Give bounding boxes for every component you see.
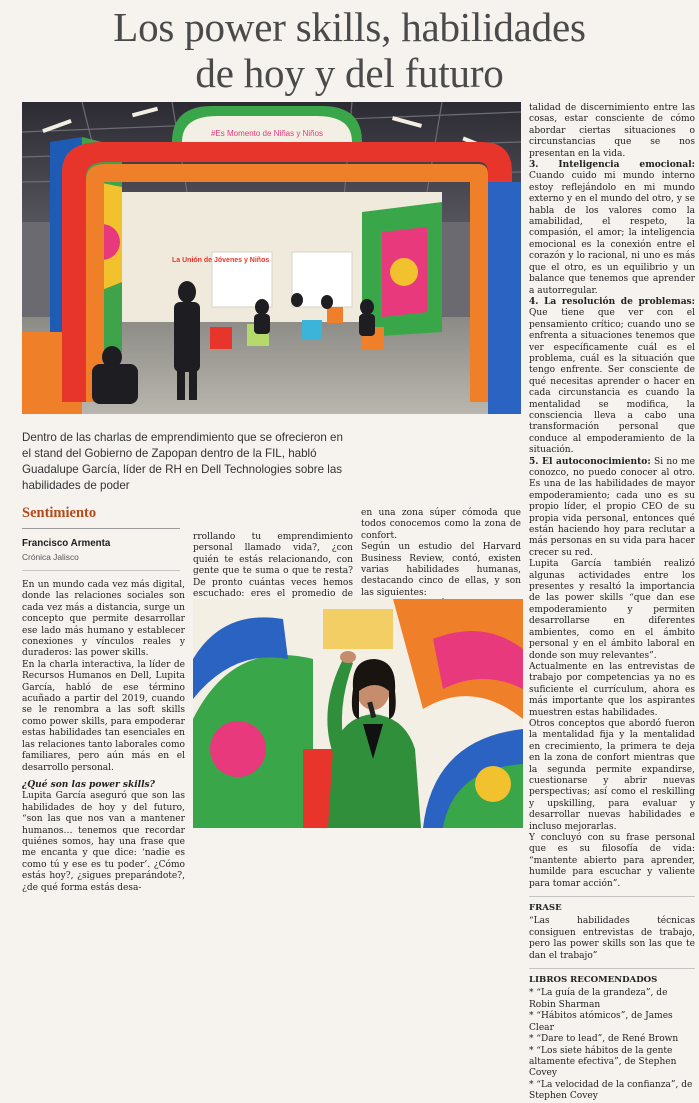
headline-line-1: Los power skills, habilidades [113,4,586,50]
book-item: * “La guía de la grandeza”, de Robin Sharman [529,988,668,1010]
booth-left-sign: La Unión de Jóvenes y Niños [172,257,270,264]
fil-booth-illustration [22,102,521,414]
paragraph: Actualmente en las entrevistas de trabajo por competencias ya no es suficiente el currículum, ahora es más importante que los aspirantes muestren estas habilidades. [529,661,695,718]
speaker-photo [193,599,523,828]
books-label: LIBROS RECOMENDADOS [529,975,658,986]
books-list [529,988,695,1102]
book-item: * “Hábitos atómicos”, de James Clear [529,1011,673,1033]
article-column-4 [529,103,695,1103]
article-headline [20,4,679,96]
headline-line-2: de hoy y del futuro [195,50,504,96]
author-outlet: Crónica Jalisco [22,552,79,562]
sidebar-divider [529,968,695,969]
book-item: * “Dare to lead”, de René Brown [529,1034,679,1045]
speaker-illustration [193,599,523,828]
paragraph: en una zona súper cómoda que todos conocemos como la zona de confort. [361,508,521,541]
subheading: ¿Qué son las power skills? [22,779,155,790]
main-photo [22,102,521,414]
paragraph: talidad de discernimiento entre las cosas, estar consciente de cómo abordar ciertas situaciones o circunstancias que se nos presentan en la vida. [529,103,695,159]
book-item: * “Los siete hábitos de la gente altamente efectiva”, de Stephen Covey [529,1045,677,1079]
article-column-1 [22,580,185,894]
paragraph: En la charla interactiva, la líder de Recursos Humanos en Dell, Lupita García, habló de ese término acuñado a partir del 2019, cuando se le renombra a las soft skills como power skills, para empoderar estas habilidades tan esenciales en las relaciones tanto laborales como familiares, pero aún más en el desarrollo personal. [22,659,185,773]
skill-heading: 4. La resolución de problemas: [529,296,695,307]
skill-text: Si no me conozco, no puedo conocer al otro. Es una de las habilidades de mayor empoderamiento; cada uno es su propio líder, el propio CEO de su propia vida personal, entonces qué están haciendo hoy para reclutar a más personas en su vida para hacer crecer su red. [529,456,695,558]
paragraph: Según un estudio del Harvard Business Review, contó, existen varias habilidades humanas, destacando cinco de ellas, y son las siguientes: [361,542,521,598]
author-name: Francisco Armenta [22,538,111,549]
paragraph: Y concluyó con su frase personal que es su filosofía de vida: “mantente abierto para aprender, humilde para escuchar y valiente para tomar acción”. [529,833,695,889]
quote-text: “Las habilidades técnicas consiguen entrevistas de trabajo, pero las power skills son las que te dan el trabajo” [529,916,695,961]
skill-heading: 5. El autoconocimiento: [529,456,651,467]
paragraph: Lupita García aseguró que son las habilidades de hoy y del futuro, “son las que nos van a mantener humanos… tenemos que recordar quiénes somos, hay una frase que me encanta y que dice: ‘nadie es como tú y ese es tu poder’. ¿Cómo estás hoy?, ¿sigues preparándote?, ¿de qué forma estás desa- [22,791,185,893]
paragraph: rrollando tu emprendimiento personal llamado vida?, ¿con quién te estás relacionando, con gente que te suma o que te resta? De pronto cuántas veces hemos escuchado: eres el promedio de [193,532,353,600]
photo-caption: Dentro de las charlas de emprendimiento que se ofrecieron en el stand del Gobierno de Zapopan dentro de la FIL, habló Guadalupe García, líder de RH en Dell Technologies sobre las habilidades de poder [22,431,343,492]
book-item: * “La velocidad de la confianza”, de Stephen Covey [529,1079,693,1102]
skill-text: Cuando cuido mi mundo interno estoy reflejándolo en mi mundo externo y en el mundo del otro, y se habla de los valores como la amabilidad, el respeto, la compasión, el amor; la inteligencia emocional es la conexión entre el corazón y lo racional, ni uno es más que el otro, es un equilibrio y un balance que tenemos que aprender a autorregular. [529,171,695,296]
section-divider [22,528,180,529]
quote-label: FRASE [529,903,562,914]
sidebar-divider [529,896,695,897]
booth-top-sign: #Es Momento de Niñas y Niños [210,129,324,138]
paragraph: En un mundo cada vez más digital, donde las relaciones sociales son cada vez más a distancia, surge un concepto que permite desarrollar ese lado más humano y establecer conexiones y vínculos reales y duraderos: las power skills. [22,580,185,659]
paragraph: Otros conceptos que abordó fueron la mentalidad fija y la mentalidad en crecimiento, la primera te deja en la zona de confort mientras que la segunda permite expandirse, cuestionarse y abrir nuevas perspectivas; así como el reskilling y upskilling, para evaluar y desarrollar nuevas habilidades e incluso mejorarlas. [529,718,695,832]
section-title: Sentimiento [22,505,97,521]
skill-heading: 3. Inteligencia emocional: [529,160,695,171]
paragraph: Lupita García también realizó algunas actividades entre los presentes y resaltó la importancia de las power skills “que dan ese empoderamiento y permiten desarrollarse en diferentes ambientes, como en el ámbito personal y en el ámbito laboral en donde son muy relevantes”. [529,559,695,661]
byline-divider [22,570,180,571]
skill-text: Que tiene que ver con el pensamiento crítico; cuando uno se enfrenta a situaciones tenemos que ver específicamente cuál es el problema, cuál es la situación que tengo enfrente. Ser consciente de qué necesitas aprender o hacer en cada circunstancia es cuando la mentalidad se modifica, la consciencia lleva a cabo una transformación personal que conduce al empoderamiento de la situación. [529,308,695,456]
